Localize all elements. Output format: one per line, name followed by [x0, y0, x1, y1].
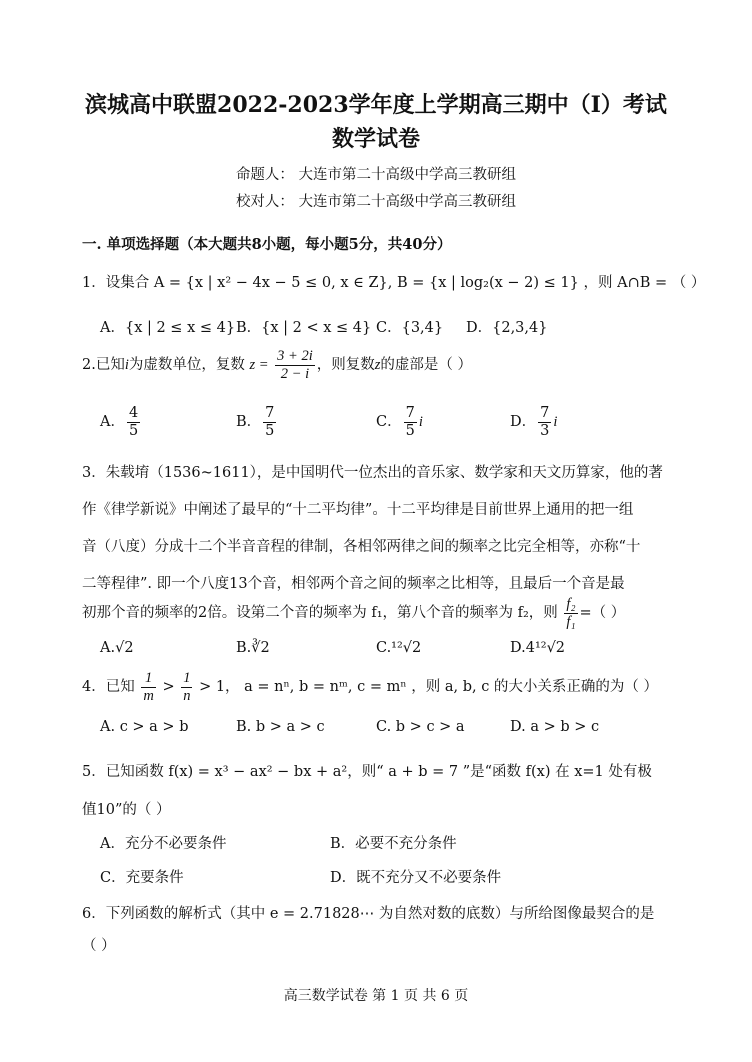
q2-option-a-label: A．: [100, 414, 125, 431]
author-line: 命题人： 大连市第二十高级中学高三教研组: [235, 167, 517, 183]
q2-option-a: [100, 405, 142, 439]
q2-option-d-fraction: [538, 405, 551, 439]
q5-option-d: D．既不充分又不必要条件: [330, 870, 502, 886]
section-heading: 一. 单项选择题（本大题共8小题，每小题5分，共40分）: [82, 236, 452, 253]
q3-line-5-post: =（ ）: [579, 605, 626, 622]
q4-option-a: A. c > a > b: [100, 719, 189, 735]
q3-ratio-num: f₂: [566, 596, 576, 612]
question-3-line-5: [82, 596, 625, 630]
q2-stem-pre: 2.已知: [82, 357, 125, 374]
q4-fraction-2-den: n: [183, 687, 191, 704]
q2-option-d-label: D．: [510, 414, 537, 431]
q4-fraction-1-num: 1: [141, 670, 155, 688]
q2-option-d-den: 3: [540, 422, 550, 439]
q4-fraction-1: [141, 670, 155, 704]
checker-line: 校对人： 大连市第二十高级中学高三教研组: [235, 194, 517, 210]
question-3-line-1: 3．朱载堉（1536~1611），是中国明代一位杰出的音乐家、数学家和天文历算家，他的著: [82, 465, 663, 481]
question-1-stem: 1．设集合 A = {x | x² − 4x − 5 ≤ 0, x ∈ Z}, B = {x | log₂(x − 2) ≤ 1} ，则 A∩B = （ ）: [82, 275, 706, 291]
q4-option-d: D. a > b > c: [510, 719, 600, 735]
question-5-line-1: 5．已知函数 f(x) = x³ − ax² − bx + a²，则“ a + b = 7 ”是“函数 f(x) 在 x=1 处有极: [82, 764, 652, 780]
q2-option-b-num: 7: [265, 405, 275, 421]
q3-ratio-fraction: [564, 596, 577, 630]
q2-option-c: [376, 405, 423, 439]
page-footer: 高三数学试卷 第 1 页 共 6 页: [283, 988, 469, 1004]
q2-option-c-label: C．: [376, 414, 402, 431]
q4-fraction-1-den: m: [143, 687, 154, 704]
q1-option-b: B．{x | 2 < x ≤ 4}: [236, 320, 372, 336]
q4-gt-sign: >: [162, 679, 175, 696]
q4-option-c: C. b > c > a: [376, 719, 465, 735]
q2-option-b-den: 5: [265, 422, 275, 439]
q5-option-b: B．必要不充分条件: [330, 836, 457, 852]
q1-option-a: A．{x | 2 ≤ x ≤ 4}: [100, 320, 236, 336]
question-3-line-2: 作《律学新说》中阐述了最早的“十二平均律”。十二平均律是目前世界上通用的把一组: [82, 502, 634, 518]
q2-stem-post: ，则复数: [316, 357, 375, 374]
q2-option-a-num: 4: [128, 405, 139, 421]
q2-stem-i: i: [124, 357, 129, 374]
q2-stem-lhs: z =: [249, 357, 269, 374]
q2-option-c-den: 5: [405, 422, 415, 439]
q4-option-b: B. b > a > c: [236, 719, 325, 735]
q2-option-d-suffix: i: [553, 414, 558, 431]
q5-option-c: C．充要条件: [100, 870, 184, 886]
q2-stem-denominator: 2 − i: [280, 365, 310, 382]
q2-option-c-suffix: i: [418, 414, 423, 431]
q2-option-b-label: B．: [236, 414, 262, 431]
question-2-stem: [82, 348, 472, 382]
q3-ratio-den: f₁: [566, 613, 576, 630]
q1-option-c: C．{3,4}: [376, 320, 444, 336]
q2-option-b-fraction: [263, 405, 276, 439]
q4-stem-mid: > 1， a = nⁿ, b = nᵐ, c = mⁿ ，则 a, b, c 的大小关系正确的为（ ）: [199, 679, 659, 696]
q2-option-d: [510, 405, 557, 439]
q2-option-a-den: 5: [128, 422, 139, 439]
q4-fraction-2-num: 1: [183, 670, 191, 686]
q2-option-a-fraction: [127, 405, 140, 439]
q3-line-5-pre: 初那个音的频率的2倍。设第二个音的频率为 f₁，第八个音的频率为 f₂，则: [82, 605, 558, 622]
question-5-line-2: 值10”的（ ）: [82, 802, 171, 818]
q4-fraction-2: [181, 670, 192, 704]
q4-stem-pre: 4．已知: [82, 679, 135, 696]
q2-stem-fraction: [275, 348, 315, 382]
q3-option-d: D.4¹²√2: [510, 640, 566, 656]
question-6-line-2: （ ）: [82, 938, 116, 954]
question-6-line-1: 6．下列函数的解析式（其中 e = 2.71828⋯ 为自然对数的底数）与所给图像最契合的是: [82, 906, 655, 922]
q2-stem-numerator: 3 + 2i: [277, 348, 313, 364]
q2-stem-mid: 为虚数单位，复数: [128, 357, 245, 374]
q3-option-a: A.√2: [100, 640, 134, 656]
q3-option-b: B.∛2: [236, 640, 270, 656]
q2-option-b: [236, 405, 278, 439]
q2-stem-z: z: [374, 357, 381, 374]
exam-title: 滨城高中联盟2022-2023学年度上学期高三期中（Ⅰ）考试: [85, 92, 667, 118]
question-3-line-4: 二等程律”. 即一个八度13个音，相邻两个音之间的频率之比相等，且最后一个音是最: [82, 576, 625, 592]
question-4-stem: [82, 670, 658, 704]
q2-option-c-fraction: [404, 405, 417, 439]
q2-option-c-num: 7: [405, 405, 415, 421]
exam-subtitle: 数学试卷: [331, 126, 420, 152]
q2-stem-end: 的虚部是（ ）: [380, 357, 472, 374]
q3-option-c: C.¹²√2: [376, 640, 422, 656]
q2-option-d-num: 7: [540, 405, 550, 421]
q1-option-d: D．{2,3,4}: [466, 320, 548, 336]
question-3-line-3: 音（八度）分成十二个半音音程的律制，各相邻两律之间的频率之比完全相等，亦称“十: [82, 539, 641, 555]
q5-option-a: A．充分不必要条件: [100, 836, 227, 852]
